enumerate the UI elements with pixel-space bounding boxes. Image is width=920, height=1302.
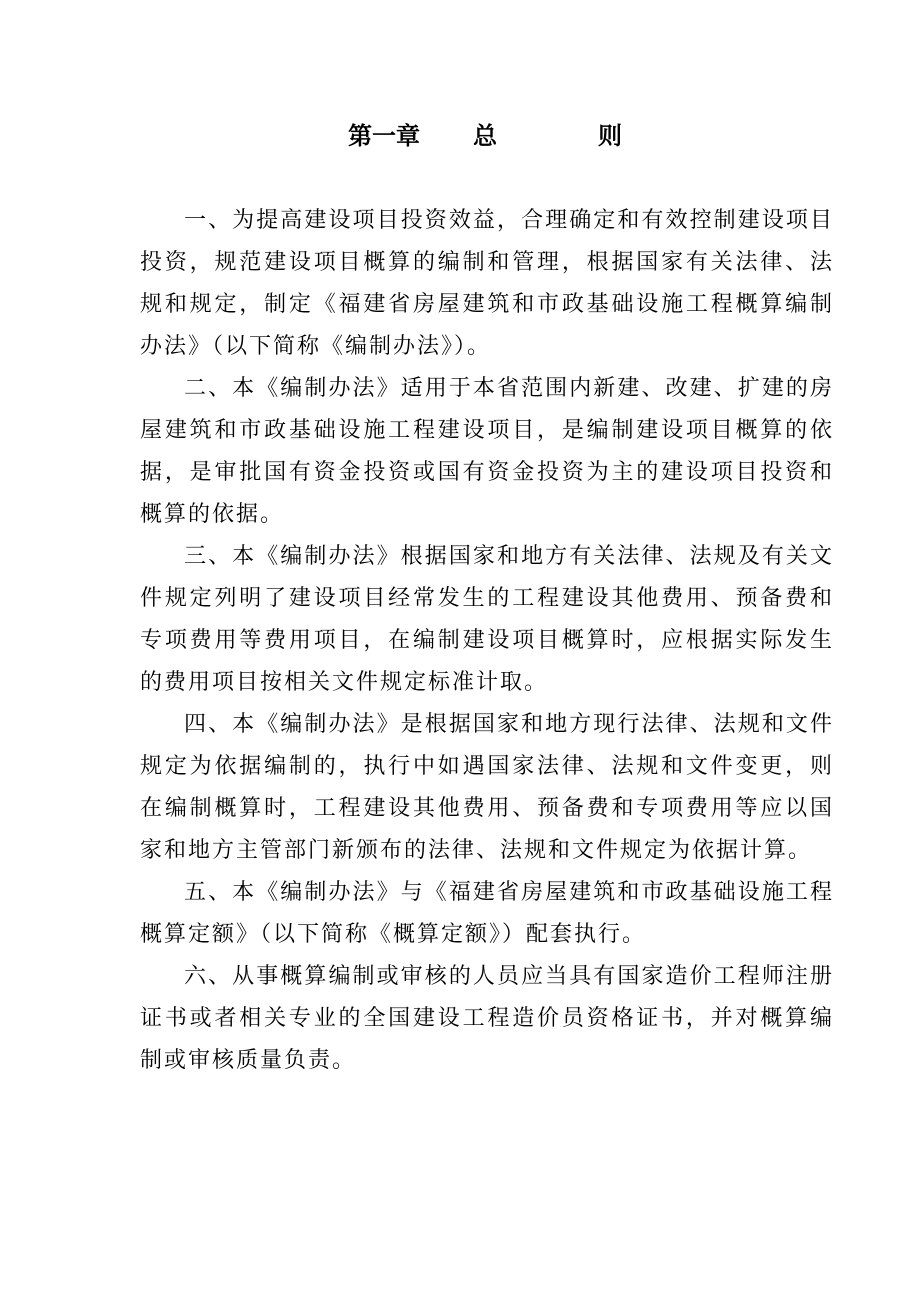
chapter-label: 第一章: [348, 122, 420, 150]
chapter-body: [140, 200, 834, 1082]
paragraph-4: 四、本《编制办法》是根据国家和地方现行法律、法规和文件规定为依据编制的，执行中如遇国家法律、法规和文件变更，则在编制概算时，工程建设其他费用、预备费和专项费用等应以国家和地方主管部门新颁布的法律、法规和文件规定为依据计算。: [140, 712, 834, 863]
paragraph-6: 六、从事概算编制或审核的人员应当具有国家造价工程师注册证书或者相关专业的全国建设工程造价员资格证书，并对概算编制或审核质量负责。: [140, 964, 834, 1073]
chapter-title-part1: 总: [473, 122, 497, 150]
chapter-title-part2: 则: [598, 122, 622, 150]
paragraph-3: 三、本《编制办法》根据国家和地方有关法律、法规及有关文件规定列明了建设项目经常发生的工程建设其他费用、预备费和专项费用等费用项目，在编制建设项目概算时，应根据实际发生的费用项目按相关文件规定标准计取。: [140, 544, 834, 695]
paragraph-5: 五、本《编制办法》与《福建省房屋建筑和市政基础设施工程概算定额》（以下简称《概算定额》）配套执行。: [140, 880, 834, 947]
paragraph-2: 二、本《编制办法》适用于本省范围内新建、改建、扩建的房屋建筑和市政基础设施工程建设项目，是编制建设项目概算的依据，是审批国有资金投资或国有资金投资为主的建设项目投资和概算的依据。: [140, 376, 834, 527]
paragraph-1: 一、为提高建设项目投资效益，合理确定和有效控制建设项目投资，规范建设项目概算的编制和管理，根据国家有关法律、法规和规定，制定《福建省房屋建筑和市政基础设施工程概算编制办法》（以下简称《编制办法》）。: [140, 208, 834, 359]
chapter-title: [0, 116, 920, 156]
